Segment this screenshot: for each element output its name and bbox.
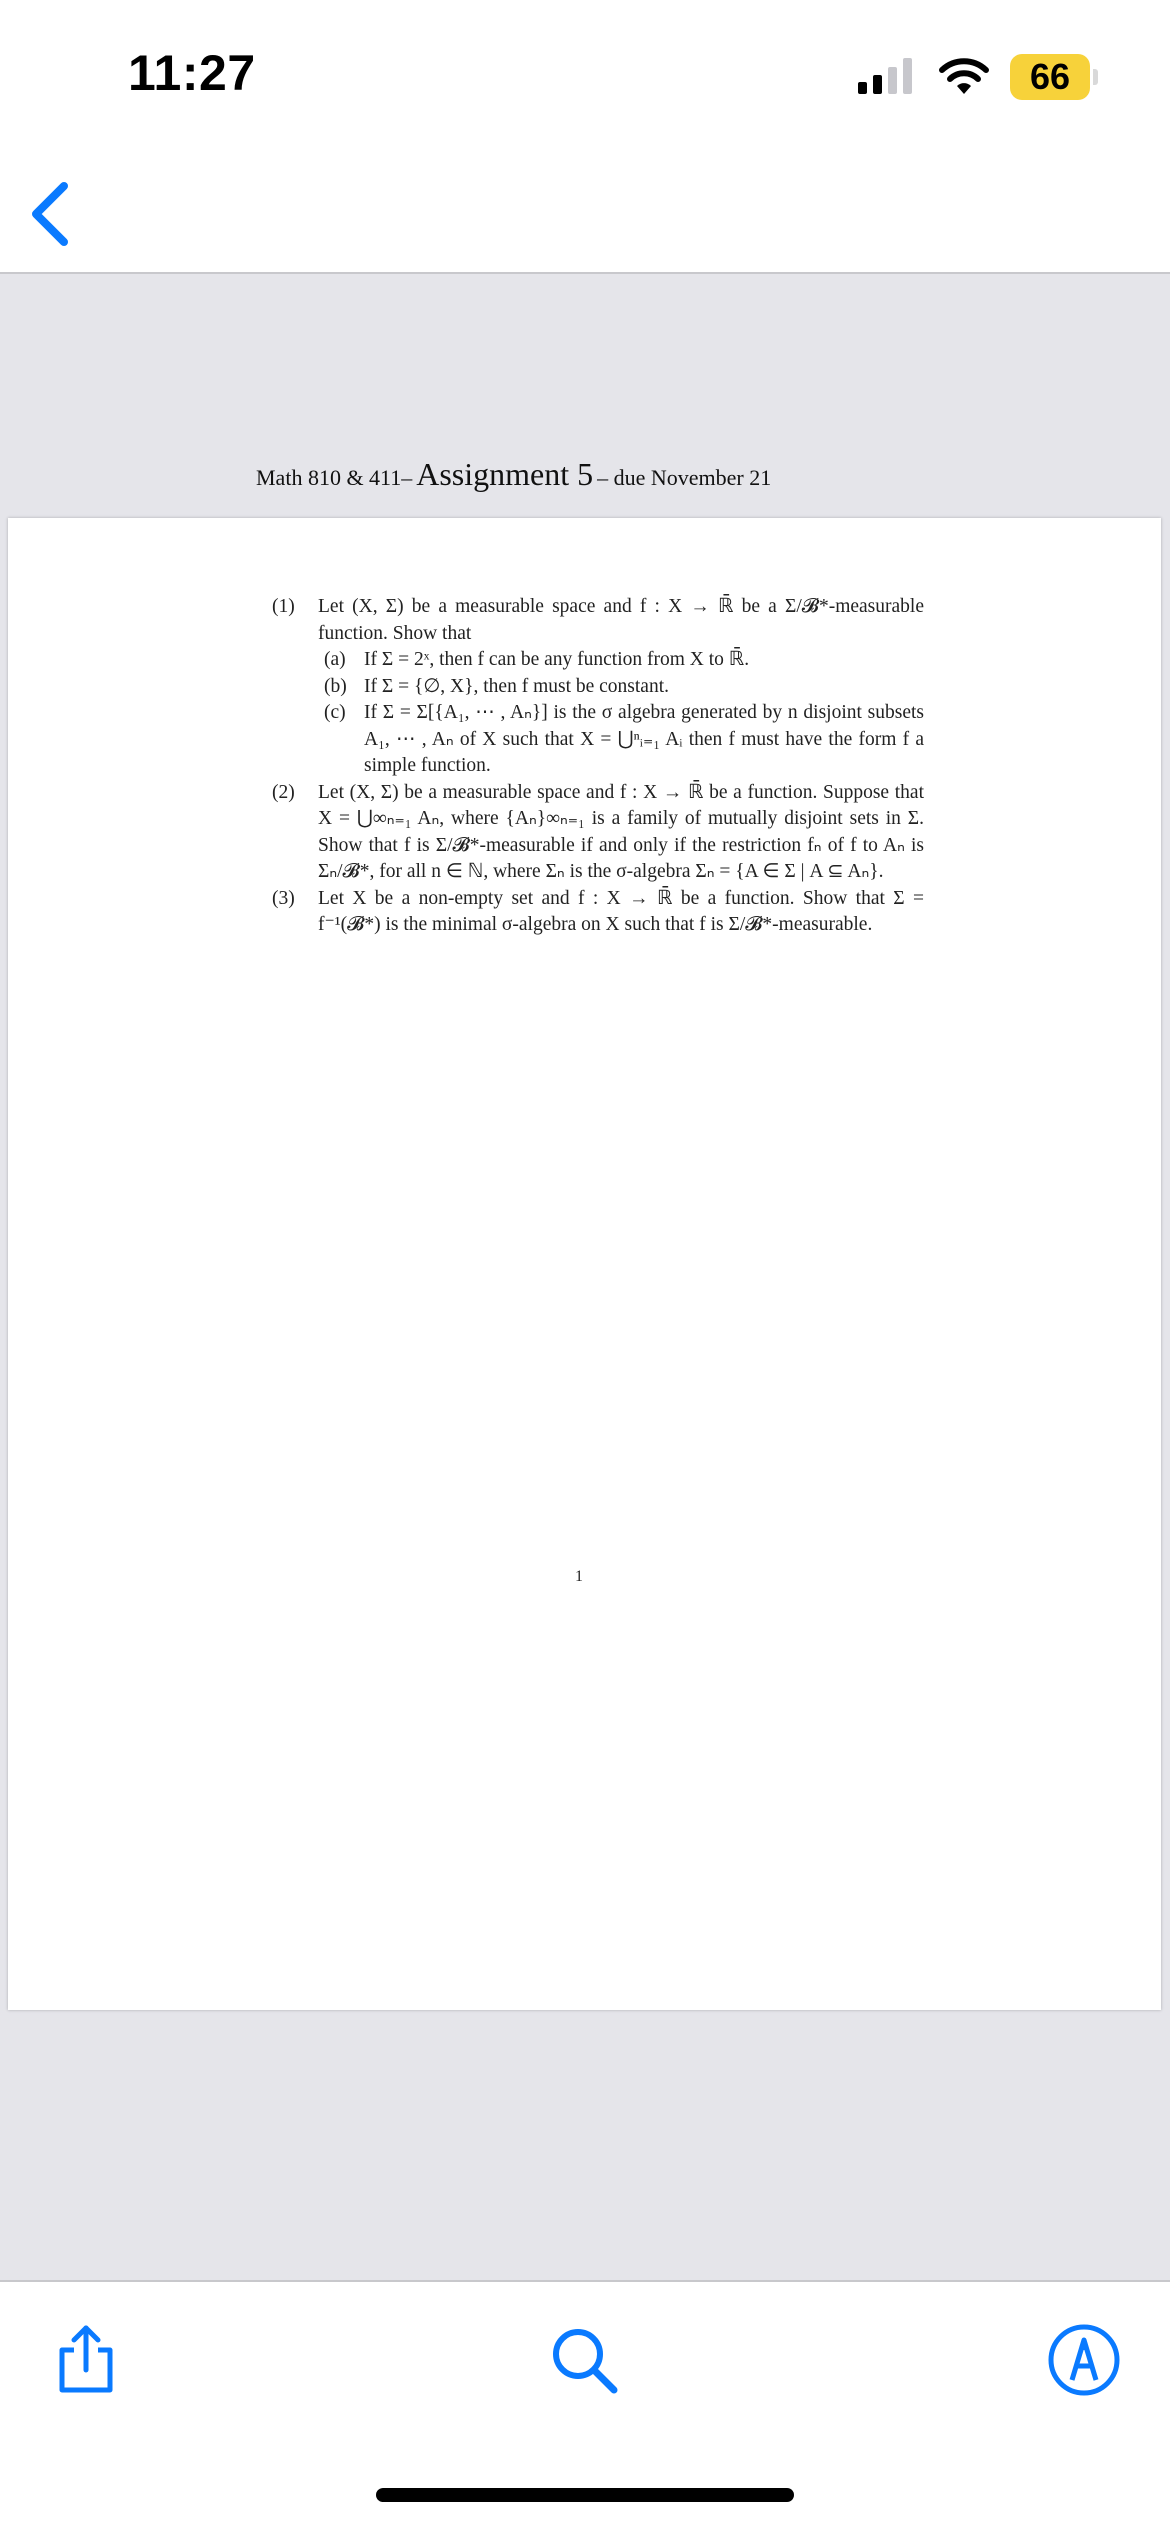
problem-1 <box>272 594 924 780</box>
subitem-b <box>318 674 924 701</box>
status-bar <box>0 0 1170 160</box>
problem-text: Let (X, Σ) be a measurable space and f : X → ℝ̄ be a Σ/𝓑*-measurable function. Show that <box>318 596 924 644</box>
problem-number: (2) <box>272 781 295 803</box>
clock: 11:27 <box>128 45 256 101</box>
navigation-bar <box>0 160 1170 274</box>
subitem-text: If Σ = 2ˣ, then f can be any function from X to ℝ̄. <box>364 649 750 670</box>
document-title <box>256 456 916 493</box>
search-icon[interactable] <box>546 2322 622 2398</box>
battery-indicator: 66 <box>1010 54 1090 100</box>
home-indicator[interactable] <box>376 2488 794 2502</box>
course-label: Math 810 & 411– <box>256 465 413 490</box>
subitem-text: If Σ = {∅, X}, then f must be constant. <box>364 675 670 697</box>
problem-list <box>272 594 924 939</box>
page-number: 1 <box>575 1568 583 1585</box>
subitem-text: If Σ = Σ[{A₁, ⋯ , Aₙ}] is the σ algebra generated by n disjoint subsets A₁, ⋯ , Aₙ of X such that X = ⋃ⁿᵢ₌₁ Aᵢ then f must have the form f a simple function. <box>364 702 924 776</box>
cellular-signal-icon <box>858 58 916 96</box>
back-chevron-icon[interactable] <box>20 174 80 254</box>
subitem-c <box>318 700 924 780</box>
document-viewer[interactable] <box>0 274 1170 2280</box>
markup-icon[interactable] <box>1046 2322 1122 2398</box>
problem-2 <box>272 780 924 886</box>
problem-number: (3) <box>272 887 295 909</box>
battery-cap <box>1093 69 1098 85</box>
subitem-number: (a) <box>324 649 346 670</box>
share-icon[interactable] <box>48 2322 124 2398</box>
subitem-a <box>318 647 924 674</box>
subitem-number: (b) <box>324 675 347 697</box>
problem-number: (1) <box>272 596 295 617</box>
assignment-label: Assignment 5 <box>416 456 594 492</box>
subitem-number: (c) <box>324 702 346 723</box>
problem-3 <box>272 886 924 939</box>
problem-text: Let X be a non-empty set and f : X → ℝ̄ be a function. Show that Σ = f⁻¹(𝓑*) is the minimal σ-algebra on X such that f is Σ/𝓑*-measurable. <box>318 887 924 935</box>
wifi-icon <box>938 58 990 96</box>
due-date-label: – due November 21 <box>597 465 772 490</box>
problem-text: Let (X, Σ) be a measurable space and f : X → ℝ̄ be a function. Suppose that X = ⋃∞ₙ₌₁ Aₙ, where {Aₙ}∞ₙ₌₁ is a family of mutually disjoint sets in Σ. Show that f is Σ/𝓑*-measurable if and only if the restriction fₙ of f to Aₙ is Σₙ/𝓑*, for all n ∈ ℕ, where Σₙ is the σ-algebra Σₙ = {A ∈ Σ | A ⊆ Aₙ}. <box>318 781 924 882</box>
